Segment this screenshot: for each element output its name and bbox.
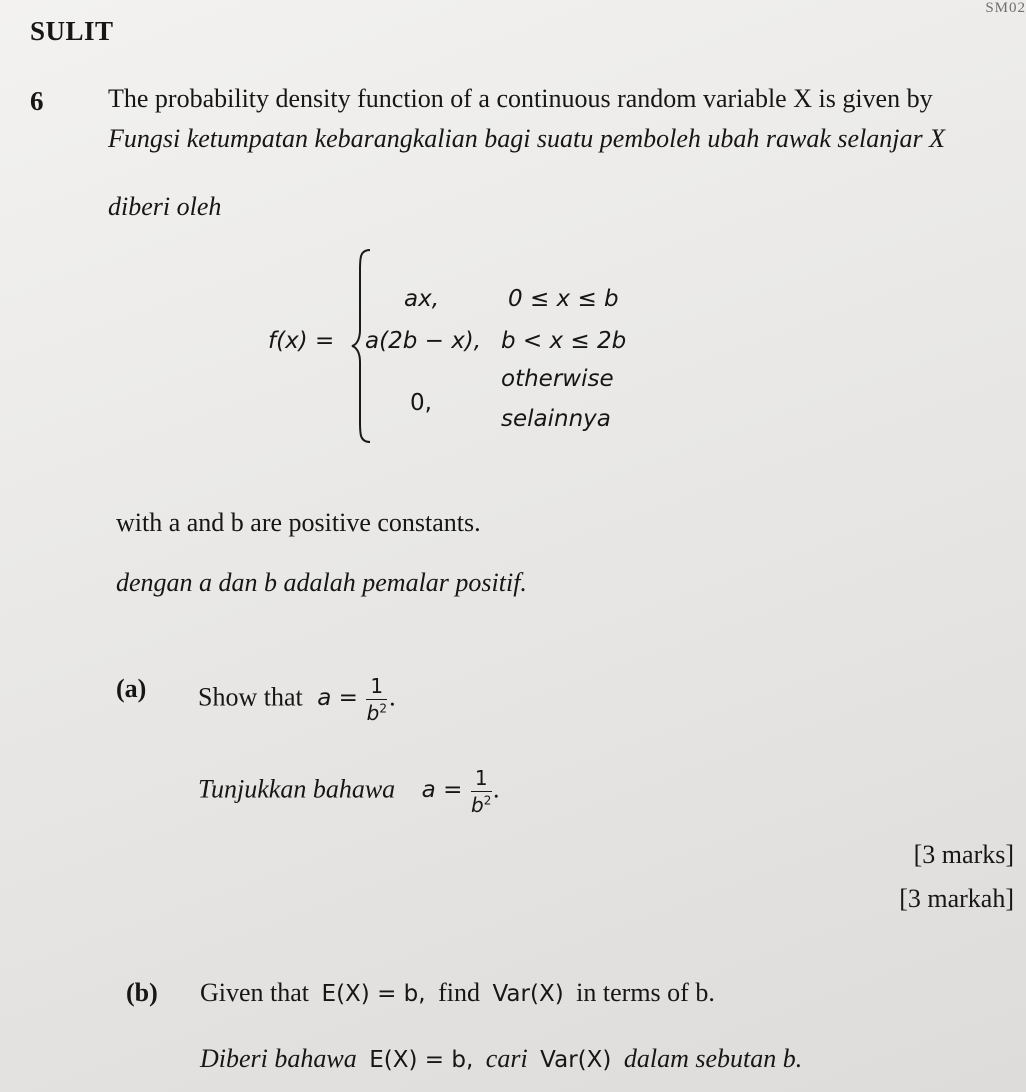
part-b-malay-text-2: cari	[485, 1044, 528, 1073]
part-b-english	[200, 978, 715, 1008]
part-b-malay-text-3: dalam sebutan b.	[623, 1044, 803, 1073]
case-2-condition: b < x ≤ 2b	[501, 328, 627, 354]
sulit-label: SULIT	[30, 16, 114, 46]
part-a-english-text: Show that	[198, 682, 303, 712]
case-2-expr: a(2b − x),	[365, 328, 482, 354]
question-number: 6	[30, 86, 44, 116]
case-1-condition: 0 ≤ x ≤ b	[508, 286, 619, 312]
part-a-malay: Tunjukkan bahawa a = $\frac{1}{b^2}$ .	[198, 766, 501, 817]
function-lhs	[268, 328, 334, 354]
case-3-expr: 0,	[410, 390, 432, 416]
marks-malay: [3 markah]	[899, 884, 1014, 913]
malay-fraction-numerator: 1	[471, 766, 492, 792]
part-b-malay-expected-value: E(X) = b,	[369, 1047, 474, 1073]
part-b-label: (b)	[126, 978, 158, 1007]
part-b-malay	[200, 1044, 802, 1074]
intro-malay-line2: diberi oleh	[108, 192, 222, 221]
case-3-condition: otherwise	[501, 366, 614, 392]
part-b-malay-text-1: Diberi bahawa	[200, 1044, 357, 1073]
fraction-denominator	[366, 700, 387, 725]
marks-english: [3 marks]	[913, 840, 1014, 869]
header-code: SM02	[985, 0, 1026, 16]
case-3-condition-malay: selainnya	[501, 406, 611, 432]
case-1-expr: ax,	[404, 286, 440, 312]
part-a-malay-text: Tunjukkan bahawa	[198, 774, 396, 804]
constants-malay: dengan a dan b adalah pemalar positif.	[116, 568, 527, 597]
malay-fraction-denominator	[471, 792, 492, 817]
part-b-malay-variance: Var(X)	[540, 1047, 612, 1073]
part-b-expected-value: E(X) = b,	[321, 981, 426, 1007]
part-a-malay-fraction	[471, 766, 492, 817]
malay-fraction-denominator-exponent: 2	[483, 793, 492, 808]
part-a-eq-lhs: a =	[317, 685, 358, 712]
fraction-numerator: 1	[366, 674, 387, 700]
intro-malay-line1: Fungsi ketumpatan kebarangkalian bagi suatu pemboleh ubah rawak selanjar X	[108, 124, 945, 153]
function-lhs-text: f(x) =	[268, 328, 335, 354]
fraction-denominator-exponent: 2	[379, 701, 387, 716]
part-b-text-3: in terms of b.	[576, 978, 715, 1007]
malay-fraction-denominator-base: b	[471, 793, 484, 817]
part-b-text-1: Given that	[200, 978, 310, 1007]
fraction-denominator-base: b	[366, 701, 380, 725]
part-a-label: (a)	[116, 674, 147, 703]
part-b-variance: Var(X)	[492, 981, 564, 1007]
part-a-fraction	[366, 674, 387, 725]
constants-english: with a and b are positive constants.	[116, 508, 481, 537]
intro-english: The probability density function of a continuous random variable X is given by	[108, 84, 933, 113]
part-b-text-2: find	[438, 978, 480, 1007]
part-a-malay-eq-lhs: a =	[421, 777, 463, 804]
part-a-english: Show that a = $\frac{1}{b^2}$ .	[198, 674, 396, 725]
